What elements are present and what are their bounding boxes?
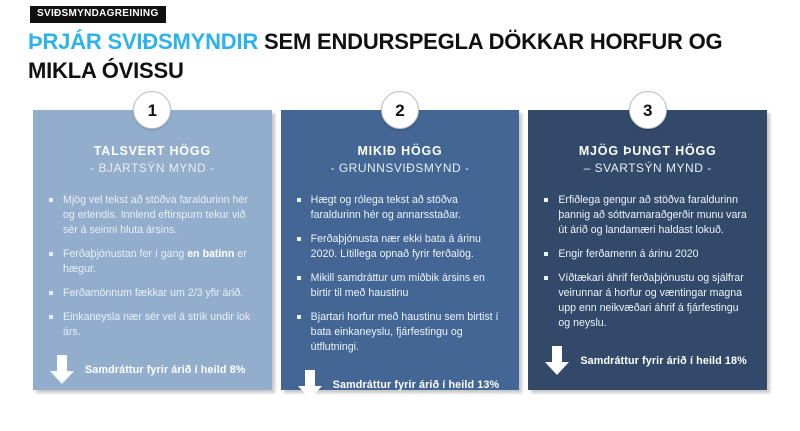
panel-bullet-list — [297, 193, 504, 364]
panel-subtitle: - BJARTSÝN MYND - — [90, 161, 215, 175]
scenario-panel-2[interactable] — [281, 100, 520, 392]
panel-title: TALSVERT HÖGG — [93, 144, 211, 158]
panel-title: MIKIÐ HÖGG — [357, 144, 443, 158]
list-item: Erfiðlega gengur að stöðva faraldurinn þannig að sóttvarnaraðgerðir munu vara út árið og landamæri haldast lokuð. — [544, 193, 751, 238]
list-item: Mikill samdráttur um miðbik ársins en birtir til með haustinu — [297, 271, 504, 301]
panel-number-badge: 3 — [629, 91, 667, 129]
scenario-panel-1[interactable] — [33, 100, 272, 390]
scenario-panels — [33, 100, 767, 392]
panel-footer — [49, 355, 256, 389]
panel-footer-text: Samdráttur fyrir árið í heild 18% — [580, 355, 747, 368]
down-arrow-icon — [49, 355, 75, 385]
panel-title: MJÖG ÞUNGT HÖGG — [578, 144, 717, 158]
list-item: Bjartari horfur með haustinu sem birtist í bata einkaneyslu, fjárfestingu og útflutningi. — [297, 310, 504, 355]
panel-number-badge: 2 — [381, 91, 419, 129]
panel-bullet-list — [544, 193, 751, 340]
list-item: Mjög vel tekst að stöðva faraldurinn hér og erlendis. Innlend eftirspurn tekur við sér á seinni hluta ársins. — [49, 193, 256, 238]
list-item: Víðtækari áhrif ferðaþjónustu og sjálfrar veirunnar á horfur og væntingar magna upp enn neikvæðari áhrif á fjárfestingu og neyslu. — [544, 271, 751, 331]
page-title-rest: SEM ENDURSPEGLA DÖKKAR HORFUR OG MIKLA ÓVISSU — [28, 29, 723, 84]
panel-footer — [544, 346, 751, 380]
list-item: Hægt og rólega tekst að stöðva faraldurinn hér og annarsstaðar. — [297, 193, 504, 223]
kicker-badge: SVIÐSMYNDAGREINING — [30, 6, 166, 23]
panel-number-badge: 1 — [133, 91, 171, 129]
panel-footer — [297, 370, 504, 404]
panel-subtitle: – SVARTSÝN MYND - — [583, 161, 712, 175]
page-title — [28, 27, 768, 85]
list-item: Ferðamönnum fækkar um 2/3 yfir árið. — [49, 286, 256, 301]
panel-footer-text: Samdráttur fyrir árið í heild 8% — [85, 364, 246, 377]
panel-bullet-list — [49, 193, 256, 349]
list-item: Engir ferðamenn á árinu 2020 — [544, 247, 751, 262]
down-arrow-icon — [544, 346, 570, 376]
panel-subtitle: - GRUNNSVIÐSMYND - — [330, 161, 470, 175]
list-item: Einkaneysla nær sér vel á strik undir lok árs. — [49, 310, 256, 340]
page-title-highlight: ÞRJÁR SVIÐSMYNDIR — [28, 29, 259, 54]
panel-footer-text: Samdráttur fyrir árið í heild 13% — [332, 379, 500, 392]
scenario-panel-3[interactable] — [528, 100, 767, 390]
list-item: Ferðaþjónusta nær ekki bata á árinu 2020. Lítillega opnað fyrir ferðalög. — [297, 232, 504, 262]
list-item: Ferðaþjónustan fer í gang en batinn er hægur. — [49, 247, 256, 277]
down-arrow-icon — [297, 370, 323, 400]
